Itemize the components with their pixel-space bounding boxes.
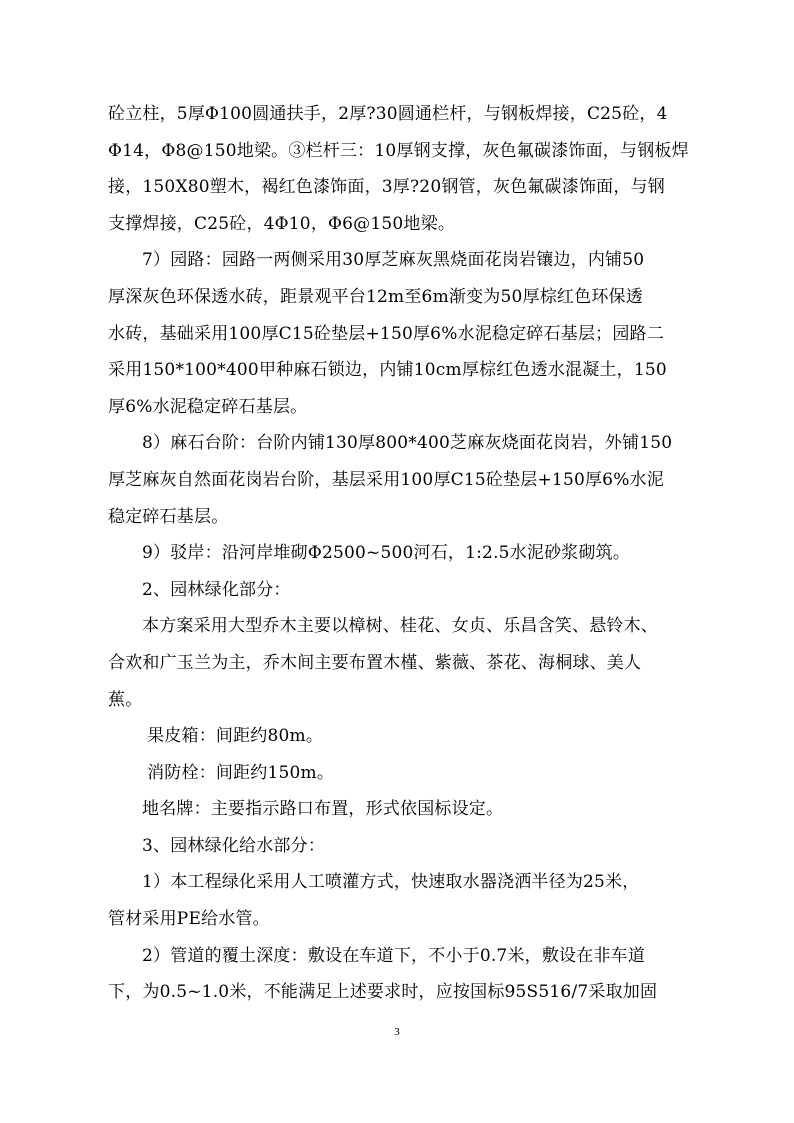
section-heading-irrigation: 3、园林绿化给水部分： xyxy=(142,835,326,856)
page-number: 3 xyxy=(394,1026,400,1038)
paragraph-item-9-revetment: 9）驳岸：沿河岸堆砌Φ2500~500河石，1:2.5水泥砂浆砌筑。 xyxy=(142,543,631,564)
paragraph-item-7-garden-path: 7）园路：园路一两侧采用30厚芝麻灰黑烧面花岗岩镶边，内铺50 厚深灰色环保透水砖，距景观平台12m至6m渐变为50厚棕红色环保透 水砖，基础采用100厚C15砼垫层+150厚6%水泥稳定碎石基层；园路二 采用150*100*400甲种麻石锁边，内铺10cm厚棕红色透水混凝土，150 厚6%水泥稳定碎石基层。 xyxy=(108,250,667,417)
paragraph-place-name-signs: 地名牌：主要指示路口布置，形式依国标设定。 xyxy=(142,799,504,820)
paragraph-item-8-stone-steps: 8）麻石台阶：台阶内铺130厚800*400芝麻灰烧面花岗岩，外铺150 厚芝麻灰自然面花岗岩台阶，基层采用100厚C15砼垫层+150厚6%水泥 稳定碎石基层。 xyxy=(108,433,673,527)
paragraph-railing-continued: 砼立柱，5厚Φ100圆通扶手，2厚?30圆通栏杆，与钢板焊接，C25砼，4 Φ14，Φ8@150地梁。③栏杆三：10厚钢支撑，灰色氟碳漆饰面，与钢板焊 接，150X80塑木，褐红色漆饰面，3厚?20钢管，灰色氟碳漆饰面，与钢 支撑焊接，C25砼，4Φ10，Φ6@150地梁。 xyxy=(108,104,689,234)
paragraph-trash-bins: 果皮箱：间距约80m。 xyxy=(147,726,324,747)
section-heading-landscaping: 2、园林绿化部分： xyxy=(142,579,291,600)
paragraph-trees: 本方案采用大型乔木主要以樟树、桂花、女贞、乐昌含笑、悬铃木、 合欢和广玉兰为主，乔木间主要布置木槿、紫薇、茶花、海桐球、美人 蕉。 xyxy=(108,616,658,710)
document-body xyxy=(108,96,690,1011)
paragraph-fire-hydrant: 消防栓：间距约150m。 xyxy=(147,762,335,783)
paragraph-irrigation-2: 2）管道的覆土深度：敷设在车道下，不小于0.7米，敷设在非车道 下，为0.5~1.0米，不能满足上述要求时，应按国标95S516/7采取加固 xyxy=(108,945,658,1003)
paragraph-irrigation-1: 1）本工程绿化采用人工喷灌方式，快速取水器浇洒半径为25米， 管材采用PE给水管。 xyxy=(108,872,640,930)
